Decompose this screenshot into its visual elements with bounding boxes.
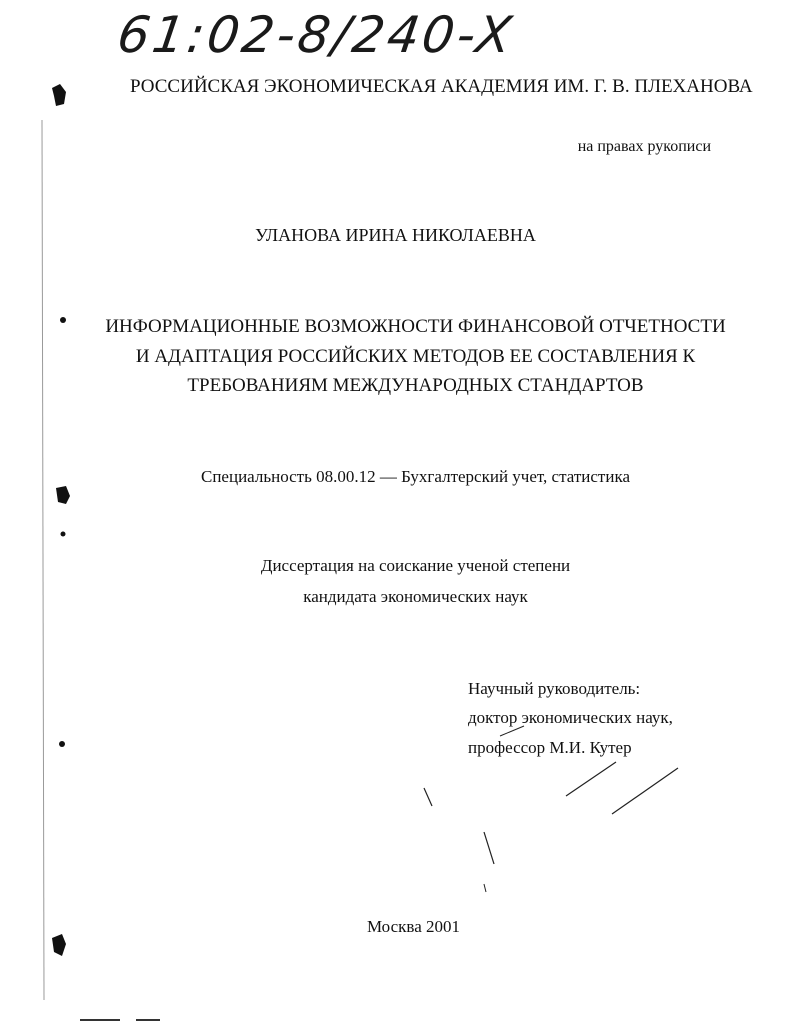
title-line-3: ТРЕБОВАНИЯМ МЕЖДУНАРОДНЫХ СТАНДАРТОВ (187, 375, 644, 396)
pen-stroke (484, 832, 494, 864)
handwritten-archive-code: 61:02-8/240-X (113, 6, 518, 64)
supervisor-name: профессор М.И. Кутер (468, 738, 632, 757)
binder-dot (59, 741, 65, 747)
title-line-1: ИНФОРМАЦИОННЫЕ ВОЗМОЖНОСТИ ФИНАНСОВОЙ ОТЧЕТНОСТИ (105, 316, 726, 337)
place-and-year: Москва 2001 (366, 917, 461, 936)
title-line-2: И АДАПТАЦИЯ РОССИЙСКИХ МЕТОДОВ ЕЕ СОСТАВЛЕНИЯ К (135, 346, 696, 367)
supervisor-degree: доктор экономических наук, (468, 708, 673, 727)
binding-edge-line (42, 120, 44, 1000)
dissertation-line-2: кандидата экономических наук (303, 587, 528, 606)
binder-mark-middle (56, 486, 70, 504)
author-name: УЛАНОВА ИРИНА НИКОЛАЕВНА (255, 225, 536, 245)
binder-dot (61, 532, 66, 537)
supervisor-label: Научный руководитель: (468, 679, 641, 698)
pen-stroke (612, 768, 678, 814)
pen-stroke (566, 762, 616, 796)
pen-stroke (424, 788, 432, 806)
specialty: Специальность 08.00.12 — Бухгалтерский учет, статистика (200, 467, 630, 486)
binder-dot (60, 317, 66, 323)
academy-name: РОССИЙСКАЯ ЭКОНОМИЧЕСКАЯ АКАДЕМИЯ ИМ. Г. В. ПЛЕХАНОВА (130, 76, 753, 97)
binder-mark-top (52, 84, 66, 106)
manuscript-rights-note: на правах рукописи (577, 138, 711, 155)
dissertation-line-1: Диссертация на соискание ученой степени (260, 556, 571, 575)
binder-mark-bottom (52, 934, 66, 956)
pen-stroke (500, 726, 524, 736)
pen-stroke (484, 884, 486, 892)
